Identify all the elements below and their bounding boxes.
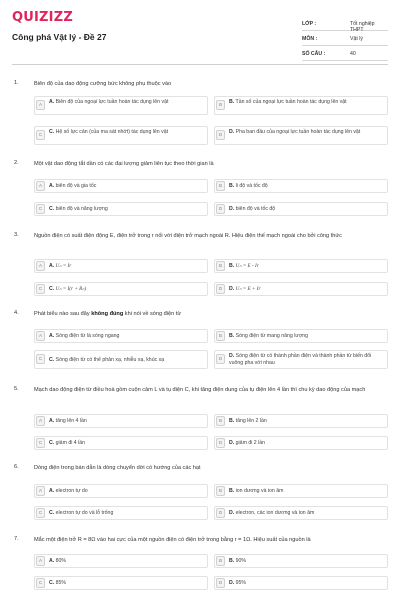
option-letter: D xyxy=(216,204,225,214)
option-a[interactable] xyxy=(34,484,208,498)
option-letter: A xyxy=(36,181,45,191)
option-b[interactable] xyxy=(214,414,388,428)
option-letter: B xyxy=(216,261,225,271)
option-label: A. xyxy=(49,333,55,339)
option-b[interactable] xyxy=(214,259,388,273)
question-text: Một vật dao động tắt dần có các đại lượng giảm liên tục theo thời gian là xyxy=(34,161,214,167)
option-a[interactable] xyxy=(34,414,208,428)
option-label: D. xyxy=(229,129,235,135)
option-b[interactable] xyxy=(214,554,388,568)
option-letter: A xyxy=(36,486,45,496)
option-text: biên độ và gia tốc xyxy=(55,183,97,189)
option-text: tăng lên 4 lần xyxy=(55,418,87,424)
quiz-meta xyxy=(302,16,388,61)
quizizz-logo: QUIZIZZ xyxy=(12,10,73,25)
option-b[interactable] xyxy=(214,484,388,498)
option-label: C. xyxy=(49,286,55,292)
question-text: Mắc một điện trở R = 8Ω vào hai cực của một nguồn điện có điện trở trong bằng r = 1Ω. Hiệu suất của nguồn là xyxy=(34,537,311,543)
option-formula: Uₙ = Ir xyxy=(55,263,72,269)
option-formula: Uₙ = I(r + Rₙ) xyxy=(55,286,87,292)
question-number: 2. xyxy=(14,160,19,166)
meta-key: MÔN : xyxy=(302,36,318,42)
meta-key: LỚP : xyxy=(302,21,317,27)
option-letter: B xyxy=(216,416,225,426)
question-number: 7. xyxy=(14,536,19,542)
option-letter: D xyxy=(216,354,225,364)
option-c[interactable] xyxy=(34,436,208,450)
option-text: biên độ và tốc độ xyxy=(235,206,276,212)
option-label: B. xyxy=(229,183,235,189)
option-text: 85% xyxy=(55,580,67,586)
option-text: 95% xyxy=(235,580,247,586)
meta-value: 40 xyxy=(350,51,356,57)
option-label: A. xyxy=(49,418,55,424)
option-label: B. xyxy=(229,99,235,105)
option-text: giảm đi 4 lần xyxy=(55,440,86,446)
option-c[interactable] xyxy=(34,282,208,296)
option-text: li độ và tốc độ xyxy=(235,183,268,189)
option-text: biên độ và năng lượng xyxy=(55,206,108,212)
option-letter: B xyxy=(216,100,225,110)
option-text: Tần số của ngoại lực tuần hoàn tác dụng lên vật xyxy=(235,99,347,105)
option-label: C. xyxy=(49,440,55,446)
option-label: D. xyxy=(229,206,235,212)
option-label: B. xyxy=(229,418,235,424)
option-c[interactable] xyxy=(34,202,208,216)
option-letter: C xyxy=(36,284,45,294)
option-d[interactable] xyxy=(214,436,388,450)
page-title: Công phá Vật lý - Đề 27 xyxy=(12,32,107,42)
option-c[interactable] xyxy=(34,126,208,145)
option-a[interactable] xyxy=(34,554,208,568)
option-text: tăng lên 2 lần xyxy=(235,418,267,424)
option-text: Pha ban đầu của ngoại lực tuần hoàn tác dụng lên vật xyxy=(235,129,361,135)
option-letter: A xyxy=(36,556,45,566)
meta-row-subject xyxy=(302,31,388,46)
option-text: Sóng điện từ có thành phần điện và thành phần từ biến đổi vuông pha với nhau xyxy=(229,353,372,366)
page-header xyxy=(12,10,388,62)
option-letter: C xyxy=(36,578,45,588)
option-a[interactable] xyxy=(34,329,208,343)
meta-row-count xyxy=(302,46,388,61)
option-letter: B xyxy=(216,331,225,341)
option-label: A. xyxy=(49,99,55,105)
emphasis-text: không đúng xyxy=(91,311,124,317)
option-label: A. xyxy=(49,488,55,494)
option-d[interactable] xyxy=(214,282,388,296)
header-divider xyxy=(12,64,388,65)
question-number: 6. xyxy=(14,464,19,470)
option-label: D. xyxy=(229,510,235,516)
option-c[interactable] xyxy=(34,506,208,520)
option-letter: D xyxy=(216,130,225,140)
option-text: electron tự do xyxy=(55,488,88,494)
option-text: ion dương và ion âm xyxy=(235,488,284,494)
question-text: Dòng điện trong bán dẫn là dòng chuyển dời có hướng của các hạt xyxy=(34,465,201,471)
option-text: electron tự do và lỗ trống xyxy=(55,510,114,516)
option-label: B. xyxy=(229,333,235,339)
option-letter: C xyxy=(36,508,45,518)
question-number: 5. xyxy=(14,386,19,392)
option-d[interactable] xyxy=(214,350,388,369)
option-label: D. xyxy=(229,580,235,586)
option-label: D. xyxy=(229,286,235,292)
option-text: 80% xyxy=(55,558,67,564)
option-text: giảm đi 2 lần xyxy=(235,440,266,446)
question-text: Mạch dao động điện từ điều hoà gồm cuộn cảm L và tụ điện C, khi tăng điện dung của tụ điện lên 4 lần thì chu kỳ dao động của mạch xyxy=(34,387,366,393)
option-letter: C xyxy=(36,130,45,140)
question-text: Nguồn điện có suất điện động E, điện trở trong r nối với điện trở mạch ngoài R. Hiệu điện thế mạch ngoài cho bởi công thức xyxy=(34,233,342,239)
option-letter: B xyxy=(216,486,225,496)
option-label: A. xyxy=(49,558,55,564)
option-letter: A xyxy=(36,100,45,110)
option-a[interactable] xyxy=(34,259,208,273)
option-letter: D xyxy=(216,438,225,448)
option-label: A. xyxy=(49,183,55,189)
option-text: electron, các ion dương và ion âm xyxy=(235,510,315,516)
option-a[interactable] xyxy=(34,96,208,115)
option-letter: C xyxy=(36,354,45,364)
meta-key: SỐ CÂU : xyxy=(302,51,326,57)
option-label: C. xyxy=(49,357,55,363)
meta-value: Tốt nghiệp THPT xyxy=(350,21,375,33)
option-formula: Uₙ = E + Ir xyxy=(235,286,261,292)
meta-row-class xyxy=(302,16,388,31)
option-text: Hệ số lực cản (của ma sát nhớt) tác dụng lên vật xyxy=(55,129,169,135)
question-text: Biên độ của dao động cưỡng bức không phụ thuộc vào xyxy=(34,81,172,87)
option-label: C. xyxy=(49,129,55,135)
option-d[interactable] xyxy=(214,576,388,590)
question-number: 3. xyxy=(14,232,19,238)
option-letter: D xyxy=(216,508,225,518)
option-label: D. xyxy=(229,440,235,446)
option-label: C. xyxy=(49,206,55,212)
option-b[interactable] xyxy=(214,96,388,115)
option-d[interactable] xyxy=(214,202,388,216)
option-label: D. xyxy=(229,353,235,359)
meta-value: Vật lý xyxy=(350,36,363,42)
option-letter: D xyxy=(216,578,225,588)
option-label: B. xyxy=(229,263,235,269)
option-d[interactable] xyxy=(214,126,388,145)
option-letter: A xyxy=(36,261,45,271)
option-text: Biên độ của ngoại lực tuần hoàn tác dụng lên vật xyxy=(55,99,169,105)
option-label: C. xyxy=(49,510,55,516)
option-letter: C xyxy=(36,438,45,448)
option-text: 90% xyxy=(235,558,247,564)
option-letter: A xyxy=(36,331,45,341)
option-text: Sóng điện từ có thể phản xạ, nhiễu xạ, khúc xạ xyxy=(55,357,165,363)
option-label: B. xyxy=(229,488,235,494)
option-label: A. xyxy=(49,263,55,269)
option-formula: Uₙ = E - Ir xyxy=(235,263,259,269)
question-number: 4. xyxy=(14,310,19,316)
option-letter: C xyxy=(36,204,45,214)
option-a[interactable] xyxy=(34,179,208,193)
option-label: B. xyxy=(229,558,235,564)
option-b[interactable] xyxy=(214,179,388,193)
option-text: Sóng điện từ là sóng ngang xyxy=(55,333,120,339)
question-number: 1. xyxy=(14,80,19,86)
option-text: Sóng điện từ mang năng lượng xyxy=(235,333,308,339)
option-letter: B xyxy=(216,556,225,566)
option-label: C. xyxy=(49,580,55,586)
option-c[interactable] xyxy=(34,576,208,590)
option-letter: A xyxy=(36,416,45,426)
option-b[interactable] xyxy=(214,329,388,343)
option-d[interactable] xyxy=(214,506,388,520)
question-text: Phát biểu nào sau đây không đúng khi nói về sóng điện từ xyxy=(34,311,182,317)
option-c[interactable] xyxy=(34,350,208,369)
option-letter: B xyxy=(216,181,225,191)
option-letter: D xyxy=(216,284,225,294)
